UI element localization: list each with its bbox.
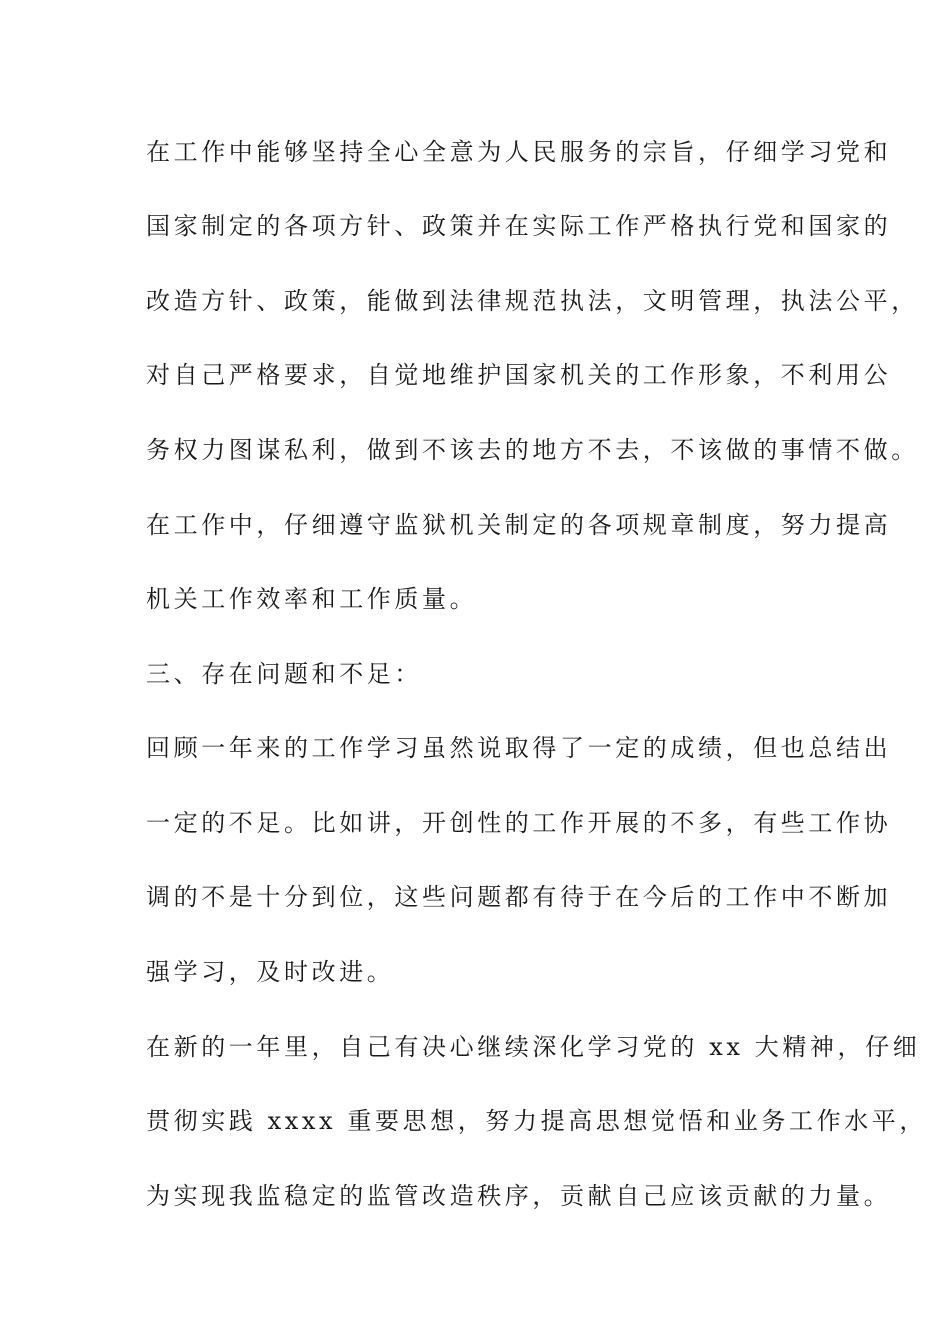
text-line: 强学习，及时改进。 xyxy=(146,958,395,986)
text-line: 为实现我监稳定的监管改造秩序，贡献自己应该贡献的力量。 xyxy=(146,1182,892,1210)
section-heading: 三、存在问题和不足： xyxy=(146,660,422,688)
text-line: 在工作中，仔细遵守监狱机关制定的各项规章制度，努力提高 xyxy=(146,511,892,539)
text-line: 改造方针、政策，能做到法律规范执法，文明管理，执法公平， xyxy=(146,287,919,315)
text-line: 贯彻实践 xxxx 重要思想，努力提高思想觉悟和业务工作水平， xyxy=(146,1107,927,1135)
text-line: 回顾一年来的工作学习虽然说取得了一定的成绩，但也总结出 xyxy=(146,734,892,762)
text-line: 务权力图谋私利，做到不该去的地方不去，不该做的事情不做。 xyxy=(146,436,919,464)
text-line: 一定的不足。比如讲，开创性的工作开展的不多，有些工作协 xyxy=(146,809,892,837)
text-line: 国家制定的各项方针、政策并在实际工作严格执行党和国家的 xyxy=(146,212,892,240)
text-line: 调的不是十分到位，这些问题都有待于在今后的工作中不断加 xyxy=(146,883,892,911)
text-line: 在工作中能够坚持全心全意为人民服务的宗旨，仔细学习党和 xyxy=(146,138,892,166)
text-line: 在新的一年里，自己有决心继续深化学习党的 xx 大精神，仔细 xyxy=(146,1033,921,1061)
text-line: 对自己严格要求，自觉地维护国家机关的工作形象，不利用公 xyxy=(146,361,892,389)
text-line: 机关工作效率和工作质量。 xyxy=(146,585,478,613)
